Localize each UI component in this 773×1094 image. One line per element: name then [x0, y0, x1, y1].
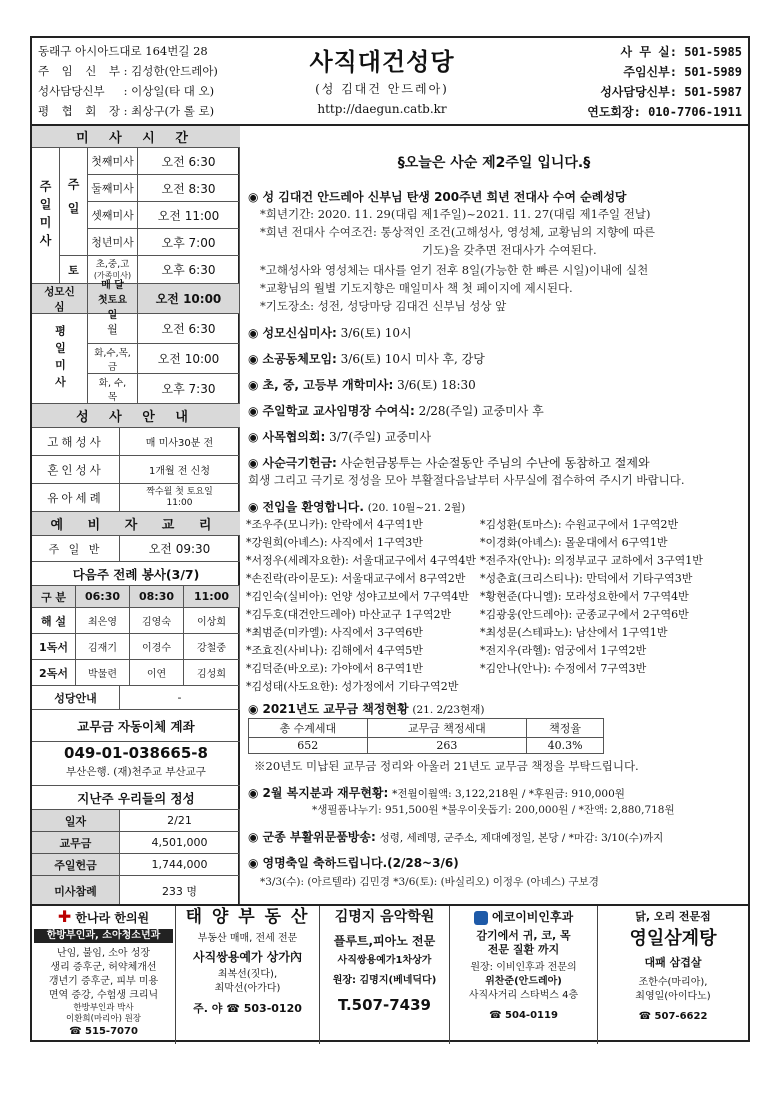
ad-line: 원장: 김명지(베네딕다) — [332, 975, 437, 986]
ad-line: 사직사거리 스타벅스 4층 — [468, 989, 579, 1001]
ad-line: 감기에서 귀, 코, 목 — [476, 928, 571, 942]
sacrament-name: 혼인성사 — [32, 456, 120, 484]
church-subtitle: (성 김대건 안드레아) — [315, 82, 449, 96]
guide-label: 성당안내 — [32, 686, 120, 710]
mass-title: 미 사 시 간 — [32, 126, 240, 148]
phone-icon: ☎ — [489, 1009, 502, 1021]
service-header: 11:00 — [184, 586, 240, 608]
service-person: 김재기 — [76, 634, 130, 660]
weekday-name: 화, 수, 목 — [88, 374, 138, 404]
bullet-icon: ◉ — [248, 702, 259, 716]
church-url[interactable]: http://daegun.catb.kr — [317, 102, 447, 116]
transfer-entry: *김성환(토마스): 수원교구에서 1구역2반 — [480, 518, 679, 531]
church-title: 사직대건성당 — [309, 48, 455, 76]
council-line: 평 협 회 장 : 최상구(가 롤 로) — [38, 104, 215, 118]
sunday-label: 주일 — [60, 148, 88, 256]
headline: §오늘은 사순 제2주일 입니다.§ — [397, 155, 591, 171]
notice-line: *희년기간: 2020. 11. 29(대림 제1주일)~2021. 11. 27(대림 제1주일 전날) — [260, 207, 651, 221]
address: 동래구 아시아드대로 164번길 28 — [38, 44, 208, 58]
budget-header: 책정율 — [527, 719, 604, 738]
notice-military: ◉ 군종 부활위문품방송: 성령, 세례명, 군주소, 제대예정일, 본당 / *마감: 3/10(수)까지 — [248, 830, 664, 844]
sacrament-value: 짝수월 첫 토요일 11:00 — [120, 484, 240, 512]
auto-transfer-title: 교무금 자동이체 계좌 — [32, 710, 240, 742]
budget-value: 263 — [367, 738, 527, 754]
sunday-mass-label: 주일미사 — [32, 148, 60, 284]
mass-time: 오전 8:30 — [138, 175, 240, 202]
weekday-mass-label: 평일미사 — [32, 314, 88, 404]
notice-teacher: ◉ 주일학교 교사임명장 수여식: 2/28(주일) 교중미사 후 — [248, 404, 544, 418]
saturday-mass-name: 초,중,고 (가족미사) — [88, 256, 138, 284]
transfer-entry: *전지우(라헬): 엄궁에서 1구역2반 — [480, 644, 647, 657]
saturday-label: 토 — [60, 256, 88, 284]
notice-line: 기도)을 갖추면 전대사가 수여된다. — [422, 243, 597, 257]
transfer-row — [246, 534, 746, 552]
service-role: 해 설 — [32, 608, 76, 634]
offering-value: 4,501,000 — [120, 832, 240, 854]
transfer-entry: *서정우(세례자요한): 서울대교구에서 4구역4반 — [246, 554, 477, 567]
ad-line: 원장: 이비인후과 전문의 — [470, 961, 577, 973]
bullet-icon: ◉ — [248, 190, 259, 204]
weekday-name: 월 — [88, 314, 138, 344]
transfer-entry: *김덕준(바오로): 가야에서 8구역1반 — [246, 662, 423, 675]
mass-name: 청년미사 — [88, 229, 138, 256]
ad-line: 갱년기 증후군, 피부 미용 — [48, 976, 159, 987]
notice-community: ◉ 소공동체모임: 3/6(토) 10시 미사 후, 강당 — [248, 352, 485, 366]
transfer-row — [246, 588, 746, 606]
pastor-line: 주 임 신 부 : 김성한(안드레아) — [38, 64, 218, 78]
ad-line: 위찬준(안드레아) — [485, 975, 562, 987]
ad-line: 면역 증강, 수험생 크리닉 — [48, 990, 159, 1001]
saturday-mass-time: 오후 6:30 — [138, 256, 240, 284]
mass-time: 오전 11:00 — [138, 202, 240, 229]
offering-label: 교무금 — [32, 832, 120, 854]
mass-name: 둘째미사 — [88, 175, 138, 202]
ad-line: 최막선(아가다) — [214, 983, 281, 994]
service-person: 김영숙 — [130, 608, 184, 634]
offering-value: 1,744,000 — [120, 854, 240, 876]
account-number: 049-01-038665-8 — [64, 744, 208, 762]
bullet-icon: ◉ — [248, 830, 259, 844]
weekday-time: 오후 7:30 — [138, 374, 240, 404]
service-title: 다음주 전례 봉사(3/7) — [32, 562, 240, 586]
transfer-entry: *성춘효(크리스티나): 만덕에서 기타구역3반 — [480, 572, 693, 585]
cross-logo-icon: ✚ — [57, 907, 72, 926]
phone-pastor: 주임신부: 501-5989 — [623, 65, 742, 79]
transfer-entry: *최범준(미카엘): 사직에서 3구역6반 — [246, 626, 423, 639]
left-column — [32, 126, 240, 906]
transfer-entry: *김광웅(안드레아): 군종교구에서 2구역6반 — [480, 608, 689, 621]
ad-band: 한방부인과, 소아청소년과 — [34, 929, 173, 943]
ad-taeyang: 태 양 부 동 산 부동산 매매, 전세 전문 사직쌍용예가 상가內 최복선(짓다), 최막선(아가다) 주. 야 ☎ 503-0120 — [176, 906, 320, 1044]
mother-mass-time: 오전 10:00 — [138, 284, 240, 314]
service-person: 강철중 — [184, 634, 240, 660]
phone-funeral: 연도회장: 010-7706-1911 — [587, 105, 742, 119]
ad-line: 부동산 매매, 전세 전문 — [197, 933, 298, 944]
ad-line: 최영일(아이다노) — [635, 991, 711, 1002]
budget-header: 교무금 책정세대 — [367, 719, 527, 738]
ad-line: 한방부인과 박사 — [73, 1003, 134, 1013]
transfer-row — [246, 516, 746, 534]
transfer-entry: *황현준(다니엘): 모라성요한에서 7구역4반 — [480, 590, 689, 603]
transfer-row — [246, 606, 746, 624]
transfer-entry: *조효진(사비나): 김해에서 4구역5반 — [246, 644, 423, 657]
header — [32, 38, 748, 126]
service-header: 06:30 — [76, 586, 130, 608]
transfer-entry: *최성문(스테파노): 남산에서 1구역1반 — [480, 626, 668, 639]
mass-name: 셋째미사 — [88, 202, 138, 229]
offering-label: 일자 — [32, 810, 120, 832]
sacrament-name: 고해성사 — [32, 428, 120, 456]
ad-line: 사직쌍용예가1차상가 — [337, 955, 432, 966]
service-role: 1독서 — [32, 634, 76, 660]
sacrament-name: 유아세례 — [32, 484, 120, 512]
ad-line: 조한수(마리아), — [638, 977, 708, 988]
mass-name: 첫째미사 — [88, 148, 138, 175]
notice-jubilee: ◉ 성 김대건 안드레아 신부님 탄생 200주년 희년 전대사 수여 순례성당 — [248, 190, 627, 204]
transfer-entry: *김두호(대건안드레아) 마산교구 1구역2반 — [246, 608, 452, 621]
notice-line: *희년 전대사 수여조건: 통상적인 조건(고해성사, 영성체, 교황님의 지향에 따른 — [260, 225, 656, 239]
bullet-icon: ◉ — [248, 456, 259, 470]
notice-feast: ◉ 영명축일 축하드립니다.(2/28~3/6) — [248, 856, 459, 870]
bullet-icon: ◉ — [248, 352, 259, 366]
catechism-time: 오전 09:30 — [120, 536, 240, 562]
offering-value: 233 명 — [120, 876, 240, 906]
notice-transfers: ◉ 전입을 환영합니다. (20. 10월~21. 2월) — [248, 500, 466, 514]
notice-line: *기도장소: 성전, 성당마당 김대건 신부님 성상 앞 — [260, 299, 507, 313]
weekday-time: 오전 6:30 — [138, 314, 240, 344]
offering-value: 2/21 — [120, 810, 240, 832]
transfer-entry: *이경화(아녜스): 몰운대에서 6구역1반 — [480, 536, 668, 549]
ad-phone: 주. 야 ☎ 503-0120 — [193, 1002, 302, 1015]
notice-mother-mass: ◉ 성모신심미사: 3/6(토) 10시 — [248, 326, 412, 340]
budget-header: 총 수계세대 — [249, 719, 368, 738]
ad-line: 사직쌍용예가 상가內 — [193, 950, 302, 964]
bullet-icon: ◉ — [248, 500, 259, 514]
notice-line: *고해성사와 영성체는 대사를 얻기 전후 8일(가능한 한 빠른 시일)이내에 실천 — [260, 263, 649, 277]
transfer-row — [246, 552, 746, 570]
assistant-line: 성사담당신부 : 이상일(타 대 오) — [38, 84, 215, 98]
ad-hanuiwon: ✚ 한나라 한의원 한방부인과, 소아청소년과 난임, 불임, 소아 성장 생리 증후군, 허약체개선 갱년기 증후군, 피부 미용 면역 증강, 수험생 크리닉 한방부인과 박사 이환희(마리아) 원장 ☎ 515-7070 — [32, 906, 176, 1044]
ad-line: 전문 질환 까지 — [487, 942, 560, 956]
notice-lent-offering: ◉ 사순극기헌금: 사순헌금봉투는 사순절동안 주님의 수난에 동참하고 절제와 — [248, 456, 650, 470]
bullet-icon: ◉ — [248, 326, 259, 340]
ad-samgyetang: 닭, 오리 전문점 영일삼계탕 대패 삼겹살 조한수(마리아), 최영일(아이다노) ☎ 507-6622 — [598, 906, 748, 1044]
offering-label: 미사참례 — [32, 876, 120, 906]
notice-budget: ◉ 2021년도 교무금 책정현황 (21. 2/23현재) — [248, 702, 485, 716]
sacrament-value: 매 미사30분 전 — [120, 428, 240, 456]
catechism-name: 주 일 반 — [32, 536, 120, 562]
ad-line: 최복선(짓다), — [217, 969, 278, 980]
ad-line: 생리 증후군, 허약체개선 — [50, 962, 157, 973]
transfer-entry: *김안나(안나): 수정에서 7구역3반 — [480, 662, 647, 675]
bullet-icon: ◉ — [248, 856, 259, 870]
notice-line: *교황님의 월별 기도지향은 매일미사 책 첫 페이지에 제시된다. — [260, 281, 573, 295]
ad-line: 난임, 불임, 소아 성장 — [56, 948, 151, 959]
sacrament-value: 1개월 전 신청 — [120, 456, 240, 484]
mother-mass-label: 성모신심 — [32, 284, 88, 314]
ad-music: 김명지 음악학원 플루트,피아노 전문 사직쌍용예가1차상가 원장: 김명지(베네딕다) T.507-7439 — [320, 906, 450, 1044]
ad-phone: T.507-7439 — [338, 996, 431, 1014]
bullet-icon: ◉ — [248, 404, 259, 418]
transfer-row — [246, 624, 746, 642]
transfer-row — [246, 678, 746, 696]
ad-eco: 에코이비인후과 감기에서 귀, 코, 목 전문 질환 까지 원장: 이비인후과 전문의 위찬준(안드레아) 사직사거리 스타벅스 4층 ☎ 504-0119 — [450, 906, 598, 1044]
transfer-entry: *김성태(사도요한): 성가정에서 기타구역2반 — [246, 680, 459, 693]
service-person: 이경수 — [130, 634, 184, 660]
budget-table — [248, 718, 604, 754]
catechism-title: 예 비 자 교 리 — [32, 512, 240, 536]
transfer-entry — [480, 678, 746, 696]
offering-title: 지난주 우리들의 정성 — [32, 786, 240, 810]
offering-label: 주일헌금 — [32, 854, 120, 876]
bank-name: 부산은행. (재)천주교 부산교구 — [32, 764, 240, 786]
transfer-entry: *강원희(아녜스): 사직에서 1구역3반 — [246, 536, 423, 549]
phone-icon: ☎ — [69, 1026, 82, 1037]
bullet-icon: ◉ — [248, 378, 259, 392]
service-person: 김성희 — [184, 660, 240, 686]
service-person: 최은영 — [76, 608, 130, 634]
budget-value: 40.3% — [527, 738, 604, 754]
service-role: 2독서 — [32, 660, 76, 686]
weekday-name: 화,수,목,금 — [88, 344, 138, 374]
budget-value: 652 — [249, 738, 368, 754]
notice-council: ◉ 사목협의회: 3/7(주일) 교중미사 — [248, 430, 432, 444]
phone-assistant: 성사담당신부: 501-5987 — [600, 85, 742, 99]
guide-value: - — [120, 686, 240, 710]
service-header: 08:30 — [130, 586, 184, 608]
phone-office: 사 무 실: 501-5985 — [620, 45, 742, 59]
clinic-logo-icon — [474, 911, 488, 925]
transfer-row — [246, 570, 746, 588]
feast-line: *3/3(수): (아르텔라) 김민경 *3/6(토): (바실리오) 이정우 (아녜스) 구보경 — [260, 876, 599, 888]
service-person: 이상희 — [184, 608, 240, 634]
ad-line: 플루트,피아노 전문 — [333, 934, 436, 948]
service-person: 박물련 — [76, 660, 130, 686]
bullet-icon: ◉ — [248, 786, 259, 800]
transfer-entry: *김인숙(실비아): 언양 성야고보에서 7구역4반 — [246, 590, 469, 603]
transfer-entry: *전주자(안나): 의정부교구 교하에서 3구역1반 — [480, 554, 703, 567]
phone-icon: ☎ — [638, 1011, 652, 1022]
ad-line: 대패 삼겹살 — [644, 956, 702, 969]
bullet-icon: ◉ — [248, 430, 259, 444]
transfer-row — [246, 642, 746, 660]
notice-school-mass: ◉ 초, 중, 고등부 개학미사: 3/6(토) 18:30 — [248, 378, 476, 392]
service-person: 이연 — [130, 660, 184, 686]
notice-line: 희생 그리고 극기로 정성을 모아 부활절다음날부터 사무실에 접수하여 주시기 바랍니다. — [248, 473, 685, 487]
budget-note: ※20년도 미납된 교무금 정리와 아울러 21년도 교무금 책정을 부탁드립니다. — [254, 759, 639, 773]
transfer-list — [246, 516, 746, 696]
weekday-time: 오전 10:00 — [138, 344, 240, 374]
notice-welfare: ◉ 2월 복지분과 재무현황: *전월이월액: 3,122,218원 / *후원금: 910,000원 — [248, 786, 625, 800]
bulletin-page — [30, 36, 750, 1042]
mother-mass-name: 매 달 첫토요일 — [88, 284, 138, 314]
service-header: 구 분 — [32, 586, 76, 608]
ad-line: 이환희(마리아) 원장 — [65, 1014, 142, 1024]
transfer-entry: *손진락(라이문도): 서울대교구에서 8구역2반 — [246, 572, 466, 585]
mass-time: 오후 7:00 — [138, 229, 240, 256]
transfer-row — [246, 660, 746, 678]
phone-list — [528, 42, 746, 122]
sacrament-title: 성 사 안 내 — [32, 404, 240, 428]
transfer-entry: *조우주(모니카): 안락에서 4구역1반 — [246, 518, 423, 531]
mass-time: 오전 6:30 — [138, 148, 240, 175]
welfare-line: *생필품나누기: 951,500원 *불우이웃돕기: 200,000원 / *잔액: 2,880,718원 — [312, 804, 675, 816]
